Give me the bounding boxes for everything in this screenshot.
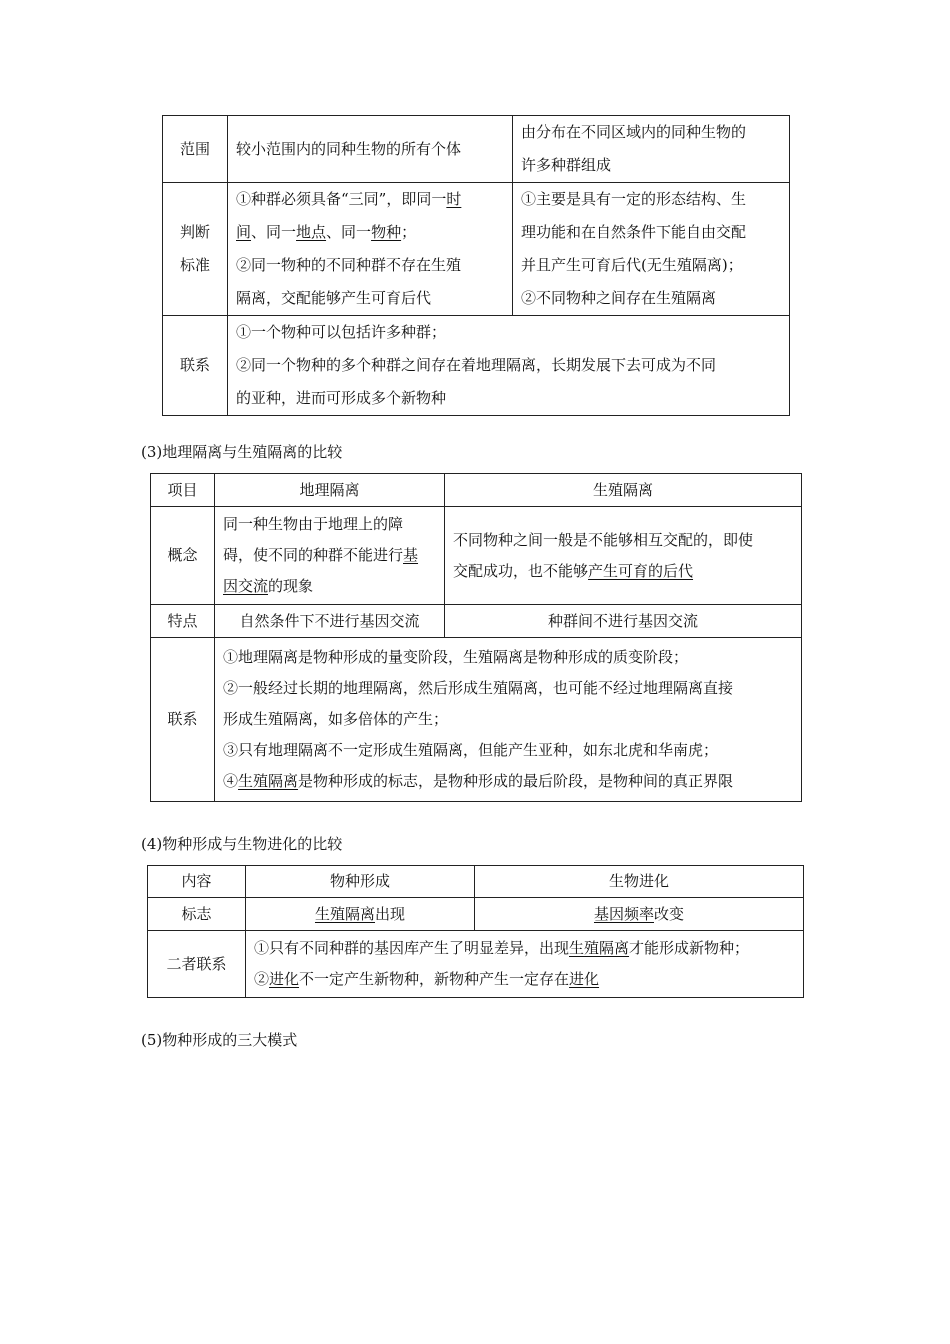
- reproductive-feature-cell: 种群间不进行基因交流: [445, 605, 802, 638]
- speciation-evolution-relation-cell: ①只有不同种群的基因库产生了明显差异，出现生殖隔离才能形成新物种； ②进化不一定产生新物种，新物种产生一定存在进化: [246, 931, 804, 998]
- header-item: 项目: [151, 474, 215, 507]
- table-row: [148, 866, 804, 898]
- population-species-table: [162, 115, 790, 416]
- geographic-concept-cell: 同一种生物由于地理上的障 碍，使不同的种群不能进行基 因交流的现象: [215, 507, 445, 605]
- header-evolution: 生物进化: [475, 866, 804, 898]
- table-row: [151, 638, 802, 802]
- row-label-concept: 概念: [151, 507, 215, 605]
- reproductive-concept-cell: 不同物种之间一般是不能够相互交配的，即使 交配成功，也不能够产生可育的后代: [445, 507, 802, 605]
- isolation-comparison-table: [150, 473, 802, 802]
- table-row: [151, 605, 802, 638]
- table-row: [148, 931, 804, 998]
- section-heading-5: (5)物种形成的三大模式: [141, 1031, 298, 1049]
- species-scope-cell: 由分布在不同区域内的同种生物的 许多种群组成: [513, 116, 790, 183]
- header-content: 内容: [148, 866, 246, 898]
- row-label-scope: 范围: [163, 116, 228, 183]
- row-label-relation: 联系: [151, 638, 215, 802]
- header-geographic: 地理隔离: [215, 474, 445, 507]
- speciation-sign-cell: 生殖隔离出现: [246, 898, 475, 931]
- speciation-evolution-table: [147, 865, 804, 998]
- geographic-feature-cell: 自然条件下不进行基因交流: [215, 605, 445, 638]
- isolation-relation-cell: ①地理隔离是物种形成的量变阶段，生殖隔离是物种形成的质变阶段； ②一般经过长期的地理隔离，然后形成生殖隔离，也可能不经过地理隔离直接 形成生殖隔离，如多倍体的产生； ③只有地理隔离不一定形成生殖隔离，但能产生亚种，如东北虎和华南虎； ④生殖隔离是物种形成的标志，是物种形成的最后阶段，是物种间的真正界限: [215, 638, 802, 802]
- row-label-criteria: 判断 标准: [163, 183, 228, 316]
- row-label-sign: 标志: [148, 898, 246, 931]
- population-scope-cell: 较小范围内的同种生物的所有个体: [228, 116, 513, 183]
- species-criteria-cell: ①主要是具有一定的形态结构、生 理功能和在自然条件下能自由交配 并且产生可育后代(无生殖隔离)； ②不同物种之间存在生殖隔离: [513, 183, 790, 316]
- row-label-feature: 特点: [151, 605, 215, 638]
- table-row: [163, 183, 790, 316]
- table-row: [148, 898, 804, 931]
- table-row: [163, 116, 790, 183]
- table-row: [163, 316, 790, 416]
- table-row: [151, 507, 802, 605]
- relation-cell: ①一个物种可以包括许多种群； ②同一个物种的多个种群之间存在着地理隔离，长期发展下去可成为不同 的亚种，进而可形成多个新物种: [228, 316, 790, 416]
- table-row: [151, 474, 802, 507]
- row-label-relation: 二者联系: [148, 931, 246, 998]
- header-speciation: 物种形成: [246, 866, 475, 898]
- population-criteria-cell: ①种群必须具备“三同”，即同一时 间、同一地点、同一物种； ②同一物种的不同种群不存在生殖 隔离，交配能够产生可育后代: [228, 183, 513, 316]
- header-reproductive: 生殖隔离: [445, 474, 802, 507]
- section-heading-3: (3)地理隔离与生殖隔离的比较: [141, 443, 343, 461]
- row-label-relation: 联系: [163, 316, 228, 416]
- evolution-sign-cell: 基因频率改变: [475, 898, 804, 931]
- section-heading-4: (4)物种形成与生物进化的比较: [141, 835, 343, 853]
